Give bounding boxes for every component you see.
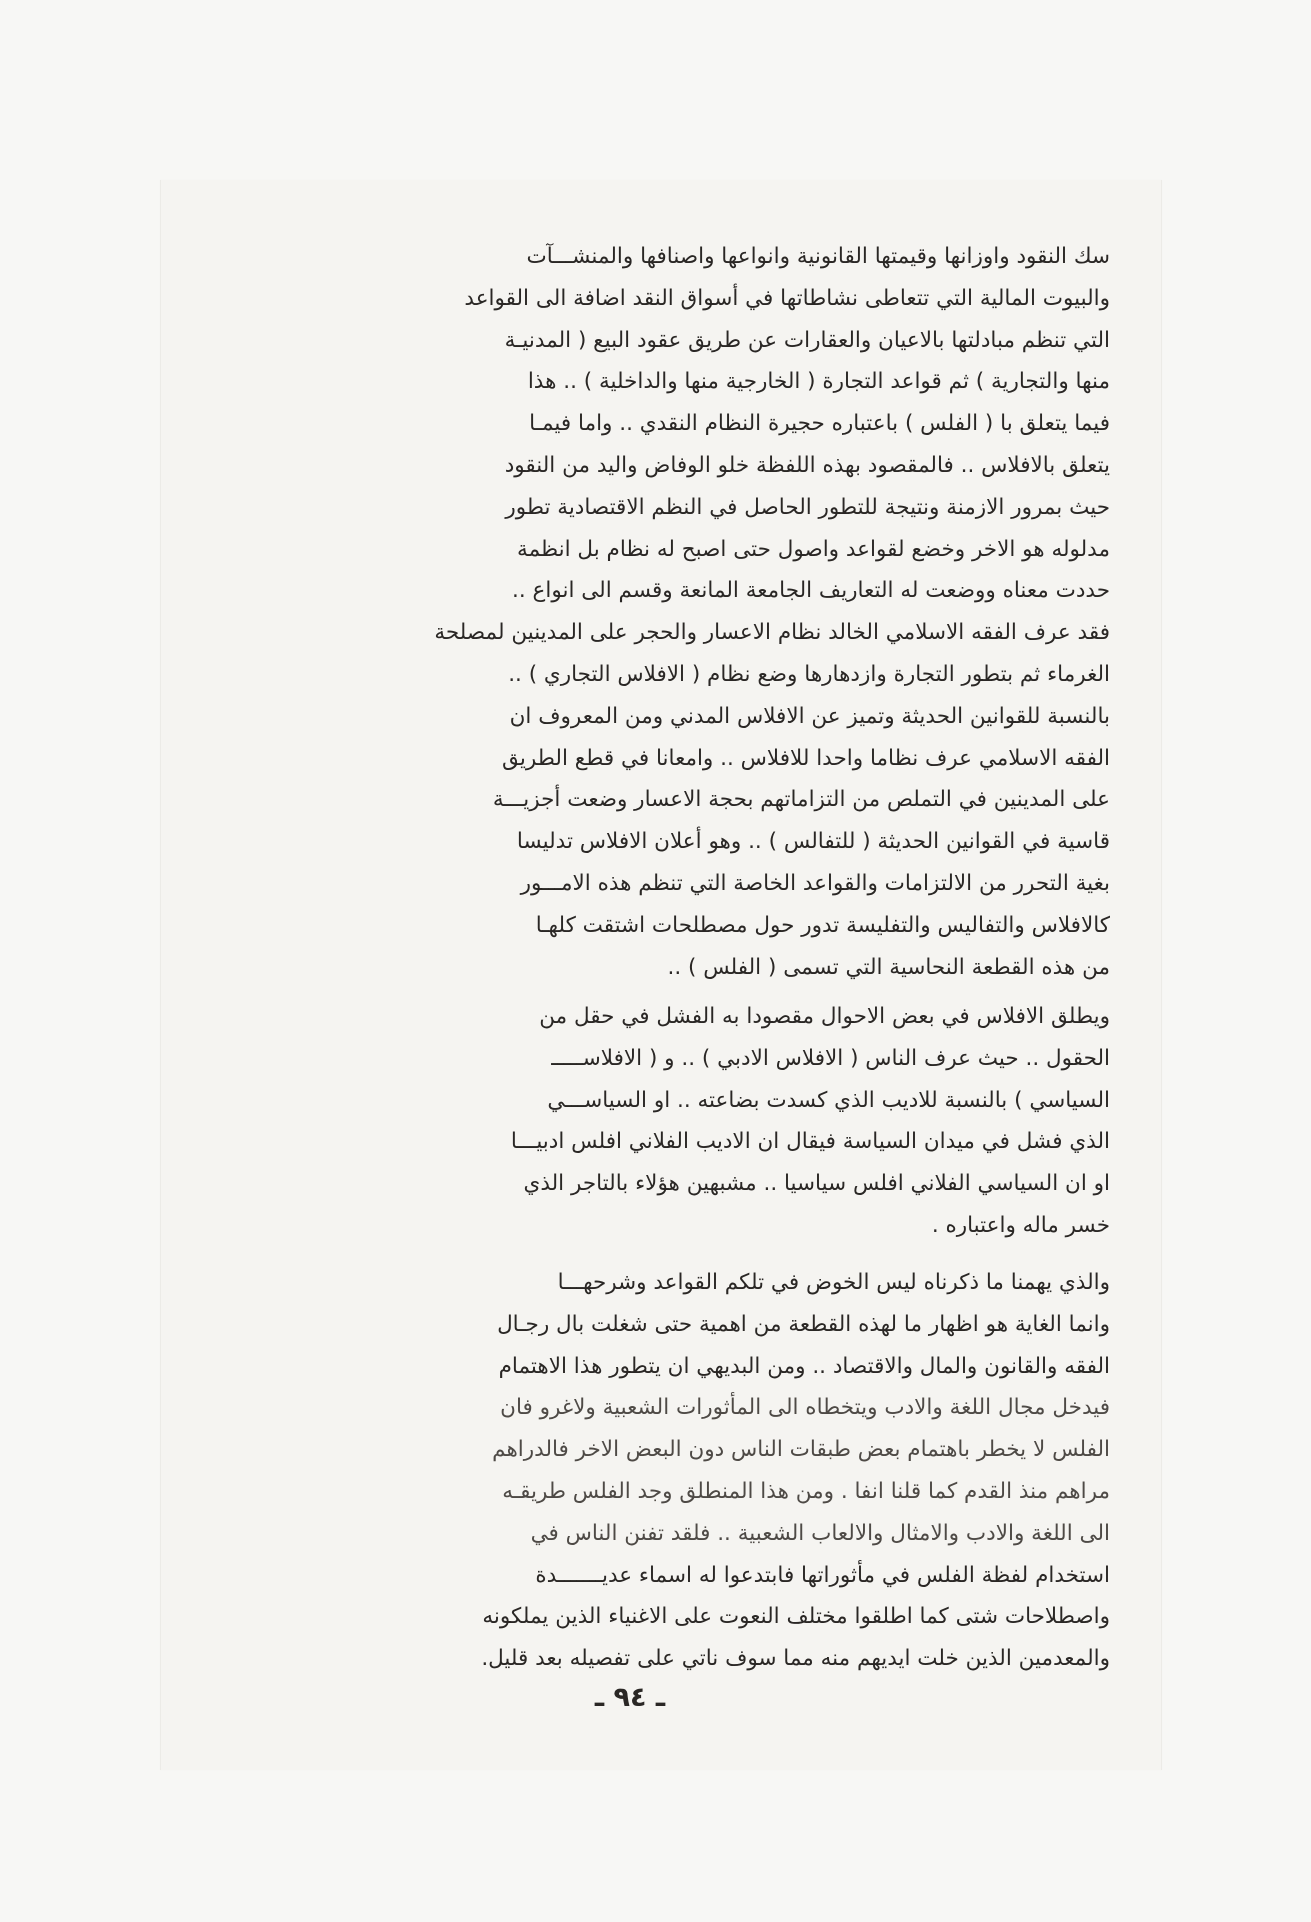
text-line: بالنسبة للقوانين الحديثة وتميز عن الافلاس المدني ومن المعروف ان [509,703,1110,729]
text-line: والبيوت المالية التي تتعاطى نشاطاتها في أسواق النقد اضافة الى القواعد [464,285,1110,311]
text-line: الفقه الاسلامي عرف نظاما واحدا للافلاس .. وامعانا في قطع الطريق [501,745,1110,771]
text-line: حددت معناه ووضعت له التعاريف الجامعة المانعة وقسم الى انواع .. [512,578,1110,604]
text-line: الى اللغة والادب والامثال والالعاب الشعبية .. فلقد تفنن الناس في [530,1520,1110,1546]
text-line: وانما الغاية هو اظهار ما لهذه القطعة من اهمية حتى شغلت بال رجـال [497,1311,1110,1337]
text-line: يتعلق بالافلاس .. فالمقصود بهذه اللفظة خلو الوفاض واليد من النقود [504,452,1110,478]
page-number: ـ ٩٤ ـ [594,1682,666,1713]
text-line: بغية التحرر من الالتزامات والقواعد الخاصة التي تنظم هذه الامـــور [520,870,1110,896]
text-line: او ان السياسي الفلاني افلس سياسيا .. مشبهين هؤلاء بالتاجر الذي [523,1171,1110,1197]
text-line: الفلس لا يخطر باهتمام بعض طبقات الناس دون البعض الاخر فالدراهم [492,1437,1110,1463]
text-line: خسر ماله واعتباره . [931,1212,1110,1238]
text-line: على المدينين في التملص من التزاماتهم بحجة الاعسار وضعت أجزيـــة [492,787,1110,813]
paragraph-3 [222,1262,1110,1680]
text-line: الذي فشل في ميدان السياسة فيقال ان الاديب الفلاني افلس ادبيـــا [510,1129,1110,1155]
text-line: كالافلاس والتفاليس والتفليسة تدور حول مصطلحات اشتقت كلهـا [535,912,1110,938]
text-line: ويطلق الافلاس في بعض الاحوال مقصودا به الفشل في حقل من [539,1004,1110,1029]
text-line: التي تنظم مبادلتها بالاعيان والعقارات عن طريق عقود البيع ( المدنيـة [504,327,1110,353]
text-line: حيث بمرور الازمنة ونتيجة للتطور الحاصل في النظم الاقتصادية تطور [505,494,1110,520]
text-line: مراهم منذ القدم كما قلنا انفا . ومن هذا المنطلق وجد الفلس طريقـه [502,1478,1110,1504]
text-line: الغرماء ثم بتطور التجارة وازدهارها وضع نظام ( الافلاس التجاري ) .. [508,661,1110,687]
text-line: من هذه القطعة النحاسية التي تسمى ( الفلس ) .. [667,954,1110,980]
text-line: استخدام لفظة الفلس في مأثوراتها فابتدعوا له اسماء عديـــــــدة [535,1562,1110,1588]
text-line: فيدخل مجال اللغة والادب ويتخطاه الى المأثورات الشعبية ولاغرو فان [500,1395,1110,1421]
paragraph-2 [222,996,1110,1247]
text-line: والمعدمين الذين خلت ايديهم منه مما سوف ناتي على تفصيله بعد قليل. [481,1646,1110,1672]
text-line: الفقه والقانون والمال والاقتصاد .. ومن البديهي ان يتطور هذا الاهتمام [498,1353,1110,1379]
text-line: قاسية في القوانين الحديثة ( للتفالس ) .. وهو أعلان الافلاس تدليسا [516,829,1110,855]
text-line: واصطلاحات شتى كما اطلقوا مختلف النعوت على الاغنياء الذين يملكونه [482,1604,1110,1630]
text-line: والذي يهمنا ما ذكرناه ليس الخوض في تلكم القواعد وشرحهـــا [557,1270,1110,1295]
text-line: مدلوله هو الاخر وخضع لقواعد واصول حتى اصبح له نظام بل انظمة [517,536,1110,562]
text-line: الحقول .. حيث عرف الناس ( الافلاس الادبي ) .. و ( الافلاســـــ [551,1045,1110,1071]
paragraph-1 [222,236,1110,988]
text-line: فيما يتعلق با ( الفلس ) باعتباره حجيرة النظام النقدي .. واما فيمـا [529,411,1110,437]
text-line: السياسي ) بالنسبة للاديب الذي كسدت بضاعته .. او السياســـي [547,1087,1110,1113]
text-line: منها والتجارية ) ثم قواعد التجارة ( الخارجية منها والداخلية ) .. هذا [527,369,1110,395]
text-line: سك النقود واوزانها وقيمتها القانونية وانواعها واصنافها والمنشـــآت [526,244,1110,269]
text-line: فقد عرف الفقه الاسلامي الخالد نظام الاعسار والحجر على المدينين لمصلحة [434,620,1110,646]
